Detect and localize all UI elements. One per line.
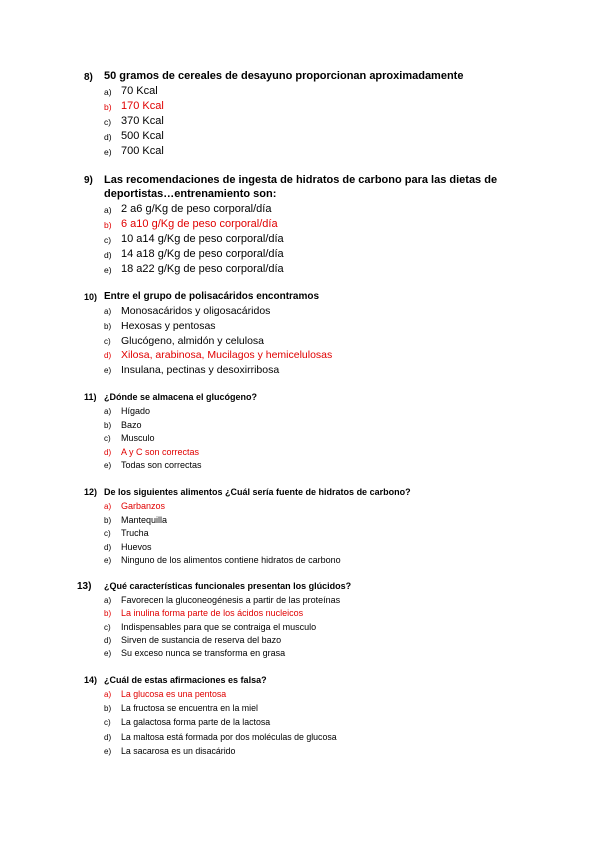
option-letter: a)	[104, 502, 112, 511]
option-text: Hexosas y pentosas	[121, 319, 216, 332]
option-letter: e)	[104, 147, 112, 157]
option-letter: d)	[104, 132, 112, 142]
option-letter: d)	[104, 250, 112, 260]
option-text: Su exceso nunca se transforma en grasa	[121, 648, 286, 659]
option-text: 370 Kcal	[121, 115, 164, 127]
option-text: La fructosa se encuentra en la miel	[121, 703, 258, 714]
option-letter: d)	[104, 542, 112, 552]
option-letter: b)	[104, 515, 112, 525]
question-text: ¿Cuál de estas afirmaciones es falsa?	[104, 675, 267, 685]
option-letter: a)	[104, 690, 112, 699]
option-text: 700 Kcal	[121, 145, 164, 157]
question-text: ¿Dónde se almacena el glucógeno?	[104, 392, 258, 402]
option-letter: a)	[104, 87, 112, 97]
question-number: 10)	[84, 292, 98, 302]
question-number: 11)	[84, 392, 97, 402]
option-letter: e)	[104, 366, 112, 376]
option-letter: e)	[104, 461, 112, 470]
option-text: La maltosa está formada por dos moléculas de glucosa	[121, 731, 337, 742]
option-letter: c)	[104, 336, 111, 346]
option-letter: e)	[104, 556, 112, 565]
option-letter: a)	[104, 205, 112, 215]
option-text: Ninguno de los alimentos contiene hidratos de carbono	[121, 555, 341, 565]
option-letter: a)	[104, 407, 112, 416]
option-letter: d)	[104, 447, 112, 457]
option-text: Monosacáridos y oligosacáridos	[121, 305, 271, 317]
option-letter: b)	[104, 220, 112, 230]
option-text: Xilosa, arabinosa, Mucilagos y hemicelulosas	[121, 349, 333, 362]
option-text: Huevos	[121, 541, 152, 552]
option-text: La galactosa forma parte de la lactosa	[121, 717, 271, 728]
option-letter: e)	[104, 265, 112, 275]
option-text: Indispensables para que se contraiga el musculo	[121, 621, 317, 632]
question-text: 50 gramos de cereales de desayuno proporcionan aproximadamente	[104, 70, 464, 82]
option-text: 500 Kcal	[121, 130, 164, 142]
option-text: La inulina forma parte de los ácidos nucleicos	[121, 608, 304, 619]
option-text: Garbanzos	[121, 501, 166, 511]
option-letter: c)	[104, 529, 111, 538]
question-text: Entre el grupo de polisacáridos encontramos	[104, 291, 320, 302]
option-letter: d)	[104, 635, 112, 645]
option-letter: c)	[104, 622, 111, 632]
option-letter: b)	[104, 321, 112, 331]
option-letter: a)	[104, 307, 112, 316]
option-text: Hígado	[121, 406, 151, 416]
option-text: 10 a14 g/Kg de peso corporal/día	[121, 233, 284, 245]
option-text: Trucha	[121, 528, 149, 538]
question-text: Las recomendaciones de ingesta de hidratos de carbono para las dietas de deportistas…entrenamiento son:	[104, 174, 498, 200]
option-letter: c)	[104, 235, 112, 245]
question-number: 14)	[84, 675, 98, 685]
option-text: La glucosa es una pentosa	[121, 689, 227, 699]
question-number: 9)	[84, 175, 93, 186]
option-text: Favorecen la gluconeogénesis a partir de las proteínas	[121, 595, 341, 605]
option-letter: a)	[104, 596, 112, 605]
option-letter: c)	[104, 117, 112, 127]
question-number: 8)	[84, 72, 93, 83]
option-letter: c)	[104, 718, 111, 728]
option-text: 6 a10 g/Kg de peso corporal/día	[121, 218, 278, 230]
question-text: De los siguientes alimentos ¿Cuál sería fuente de hidratos de carbono?	[104, 487, 411, 497]
option-text: Bazo	[121, 419, 142, 430]
option-text: 170 Kcal	[121, 100, 164, 112]
question-number: 13)	[77, 581, 92, 592]
option-text: Musculo	[121, 433, 155, 443]
option-letter: b)	[104, 609, 112, 619]
option-text: La sacarosa es un disacárido	[121, 745, 236, 756]
option-letter: e)	[104, 649, 112, 659]
option-text: 14 a18 g/Kg de peso corporal/día	[121, 248, 284, 260]
option-text: Todas son correctas	[121, 460, 202, 470]
option-letter: b)	[104, 420, 112, 430]
option-letter: b)	[104, 102, 112, 112]
option-text: Mantequilla	[121, 514, 168, 525]
question-number: 12)	[84, 487, 98, 497]
option-letter: e)	[104, 746, 112, 756]
option-text: Sirven de sustancia de reserva del bazo	[121, 634, 282, 645]
option-text: A y C son correctas	[121, 446, 200, 457]
option-text: 18 a22 g/Kg de peso corporal/día	[121, 263, 284, 275]
option-letter: c)	[104, 434, 111, 443]
option-text: 70 Kcal	[121, 85, 158, 97]
option-text: Glucógeno, almidón y celulosa	[121, 334, 265, 347]
option-letter: b)	[104, 704, 112, 714]
option-text: Insulana, pectinas y desoxirribosa	[121, 364, 280, 377]
question-text: ¿Qué características funcionales presentan los glúcidos?	[104, 581, 352, 591]
option-letter: d)	[104, 732, 112, 742]
option-letter: d)	[104, 351, 112, 361]
option-text: 2 a6 g/Kg de peso corporal/día	[121, 203, 272, 215]
